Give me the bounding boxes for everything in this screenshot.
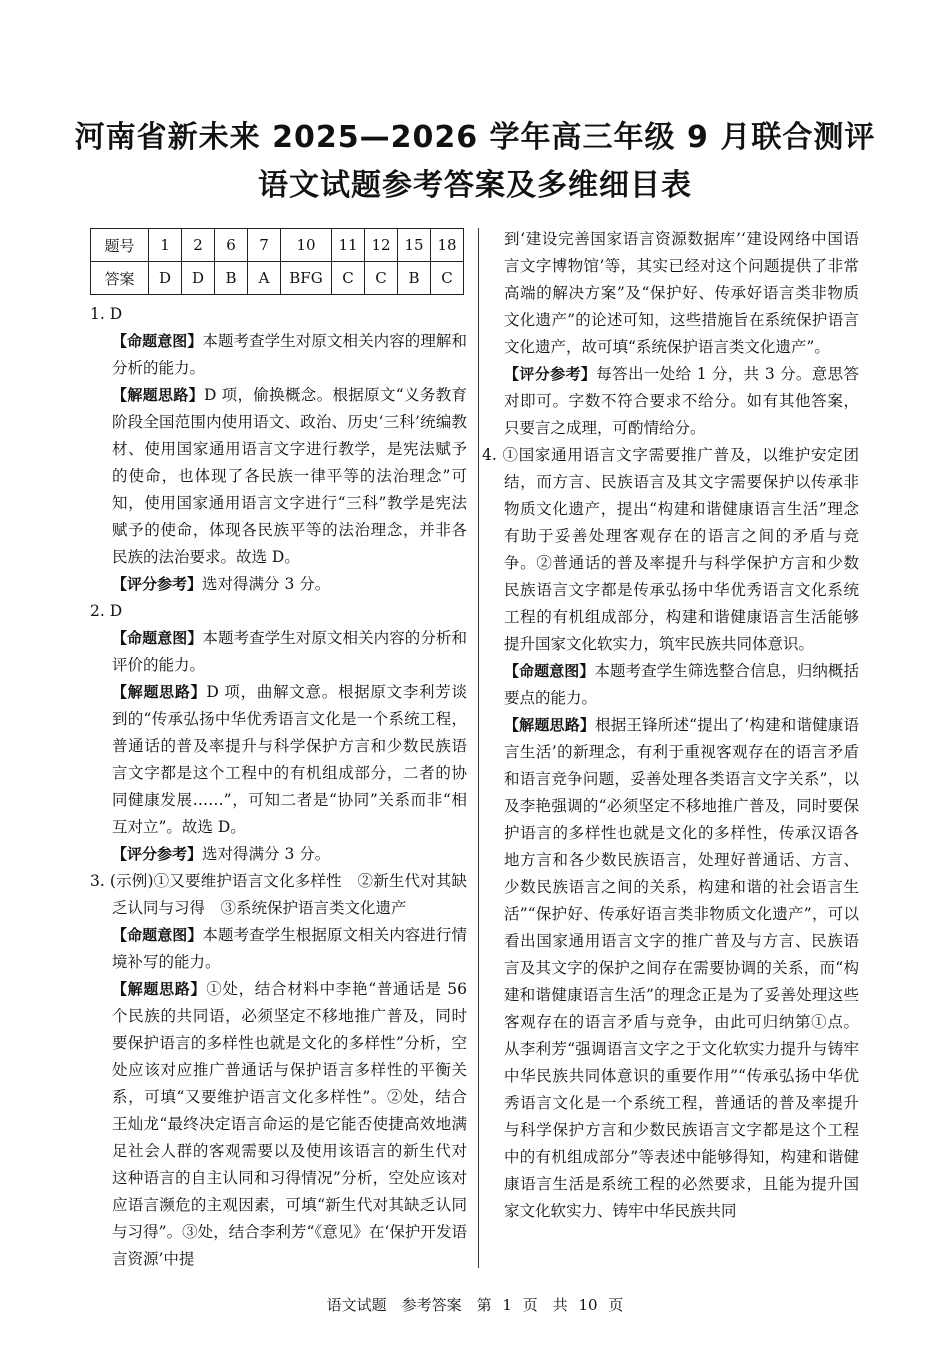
q1-scoring: 【评分参考】选对得满分 3 分。 [112, 575, 331, 593]
q1-intent: 【命题意图】本题考查学生对原文相关内容的理解和分析的能力。 [112, 332, 467, 377]
q2-answer: 2. D [90, 602, 123, 620]
approach-label: 【解题思路】 [112, 386, 204, 404]
table-cell: 7 [248, 229, 281, 262]
q2-intent: 【命题意图】本题考查学生对原文相关内容的分析和评价的能力。 [112, 629, 467, 674]
q4-answer: 4. ①国家通用语言文字需要推广普及，以维护安定团结，而方言、民族语言及其文字需要保护以传承非物质文化遗产，提出“构建和谐健康语言生活”理念有助于妥善处理客观存在的语言之间的矛盾与竞争。②普通话的普及率提升与科学保护方言和少数民族语言文字都是传承弘扬中华优秀语言文化系统工程的有机组成部分，构建和谐健康语言生活能够提升国家文化软实力，筑牢民族共同体意识。 [482, 446, 859, 653]
title-line-2: 语文试题参考答案及多维细目表 [258, 168, 692, 203]
approach-label: 【解题思路】 [112, 683, 207, 701]
title-line-1: 河南省新未来 2025—2026 学年高三年级 9 月联合测评 [74, 120, 876, 155]
table-cell: 12 [365, 229, 398, 262]
answer-table [90, 228, 464, 295]
table-cell: 6 [215, 229, 248, 262]
intent-label: 【命题意图】 [112, 332, 203, 350]
table-cell: B [398, 262, 431, 295]
q3-intent: 【命题意图】本题考查学生根据原文相关内容进行情境补写的能力。 [112, 926, 467, 971]
right-column [482, 226, 859, 1225]
intent-label: 【命题意图】 [112, 629, 203, 647]
page-footer: 语文试题 参考答案 第 1 页 共 10 页 [326, 1296, 624, 1314]
q4-intent: 【命题意图】本题考查学生筛选整合信息，归纳概括要点的能力。 [504, 662, 859, 707]
q2-scoring: 【评分参考】选对得满分 3 分。 [112, 845, 331, 863]
table-cell: 1 [149, 229, 182, 262]
q4-approach: 【解题思路】根据王锋所述“提出了‘构建和谐健康语言生活’的新理念，有利于重视客观存在的语言矛盾和语言竞争问题，妥善处理各类语言文字关系”，以及李艳强调的“必须坚定不移地推广普及，同时要保护语言的多样性也就是文化的多样性，传承汉语各地方言和各少数民族语言，处理好普通话、方言、少数民族语言之间的关系，构建和谐的社会语言生活”“保护好、传承好语言类非物质文化遗产”，可以看出国家通用语言文字的推广普及与方言、民族语言及其文字的保护之间存在需要协调的关系，而“构建和谐健康语言生活”的理念正是为了妥善处理这些客观存在的语言矛盾与竞争，由此可归纳第①点。从李利芳“强调语言文字之于文化软实力提升与铸牢中华民族共同体意识的重要作用”“传承弘扬中华优秀语言文化是一个系统工程，普通话的普及率提升与科学保护方言和少数民族语言文字都是这个工程中的有机组成部分”等表述中能够得知，构建和谐健康语言生活是系统工程的必然要求，且能为提升国家文化软实力、铸牢中华民族共同 [504, 716, 859, 1220]
q3-approach-continued: 到‘建设完善国家语言资源数据库’‘建设网络中国语言文字博物馆’等，其实已经对这个问题提供了非常高端的解决方案”及“保护好、传承好语言类非物质文化遗产”的论述可知，这些措施旨在系统保护语言文化遗产，故可填“系统保护语言类文化遗产”。 [504, 230, 859, 356]
table-cell: B [215, 262, 248, 295]
q1-answer: 1. D [90, 305, 123, 323]
table-cell: 2 [182, 229, 215, 262]
left-column [90, 301, 467, 1273]
q2-approach: 【解题思路】D 项，曲解文意。根据原文李利芳谈到的“传承弘扬中华优秀语言文化是一个系统工程，普通话的普及率提升与科学保护方言和少数民族语言文字都是这个工程中的有机组成部分，二者的协同健康发展……”，可知二者是“协同”关系而非“相互对立”。故选 D。 [112, 683, 467, 836]
approach-label: 【解题思路】 [504, 716, 596, 734]
q3-scoring: 【评分参考】每答出一处给 1 分，共 3 分。意思答对即可。字数不符合要求不给分。如有其他答案，只要言之成理，可酌情给分。 [504, 365, 859, 437]
scoring-label: 【评分参考】 [112, 575, 203, 593]
table-cell: 15 [398, 229, 431, 262]
table-cell: D [182, 262, 215, 295]
q3-answer: 3. (示例)①又要维护语言文化多样性 ②新生代对其缺乏认同与习得 ③系统保护语言类文化遗产 [90, 872, 467, 917]
table-header-cell: 题号 [91, 229, 149, 262]
q1-approach: 【解题思路】D 项，偷换概念。根据原文“义务教育阶段全国范围内使用语文、政治、历史‘三科’统编教材、使用国家通用语言文字进行教学，是宪法赋予的使命，也体现了各民族一律平等的法治理念”可知，使用国家通用语言文字进行“三科”教学是宪法赋予的使命，体现各民族平等的法治理念，并非各民族的法治要求。故选 D。 [112, 386, 467, 566]
table-cell: C [431, 262, 464, 295]
scoring-label: 【评分参考】 [504, 365, 597, 383]
table-header-cell: 答案 [91, 262, 149, 295]
column-divider [478, 228, 479, 1268]
table-cell: BFG [281, 262, 332, 295]
q3-approach: 【解题思路】①处，结合材料中李艳“普通话是 56 个民族的共同语，必须坚定不移地推广普及，同时要保护语言的多样性也就是文化的多样性”分析，空处应该对应推广普通话与保护语言多样性的平衡关系，可填“又要维护语言文化多样性”。②处，结合王灿龙“最终决定语言命运的是它能否使捷高效地满足社会人群的客观需要以及使用该语言的新生代对这种语言的自主认同和习得情况”分析，空处应该对应语言濒危的主观因素，可填“新生代对其缺乏认同与习得”。③处，结合李利芳“《意见》在‘保护开发语言资源’中提 [112, 980, 467, 1268]
table-cell: C [332, 262, 365, 295]
approach-label: 【解题思路】 [112, 980, 207, 998]
table-cell: 11 [332, 229, 365, 262]
table-cell: 10 [281, 229, 332, 262]
intent-label: 【命题意图】 [504, 662, 595, 680]
intent-label: 【命题意图】 [112, 926, 203, 944]
table-cell: A [248, 262, 281, 295]
answer-table-answer-row [91, 262, 464, 295]
answer-table-question-row [91, 229, 464, 262]
table-cell: D [149, 262, 182, 295]
table-cell: C [365, 262, 398, 295]
scoring-label: 【评分参考】 [112, 845, 203, 863]
table-cell: 18 [431, 229, 464, 262]
